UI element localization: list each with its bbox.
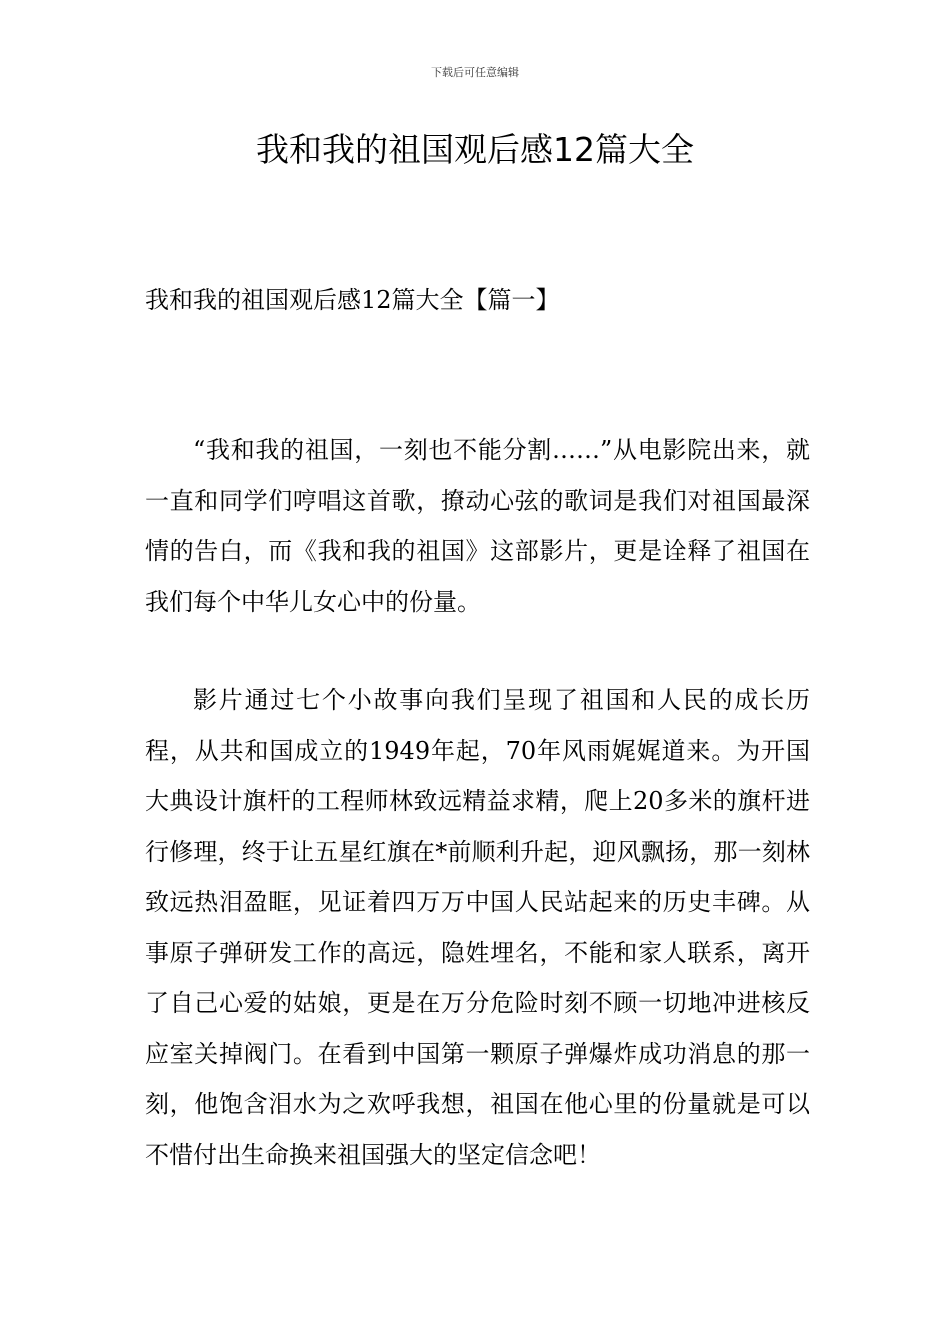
paragraph-1: “我和我的祖国，一刻也不能分割……”从电影院出来，就一直和同学们哼唱这首歌，撩动心弦的歌词是我们对祖国最深情的告白，而《我和我的祖国》这部影片，更是诠释了祖国在我们每个中华儿女心中的份量。 <box>145 436 810 616</box>
section-heading: 我和我的祖国观后感12篇大全【篇一】 <box>145 286 560 314</box>
document-title: 我和我的祖国观后感12篇大全 <box>256 130 694 169</box>
paragraph-2: 影片通过七个小故事向我们呈现了祖国和人民的成长历程，从共和国成立的1949年起，70年风雨娓娓道来。为开国大典设计旗杆的工程师林致远精益求精，爬上20多米的旗杆进行修理，终于让五星红旗在*前顺利升起，迎风飘扬，那一刻林致远热泪盈眶，见证着四万万中国人民站起来的历史丰碑。从事原子弹研发工作的高远，隐姓埋名，不能和家人联系，离开了自己心爱的姑娘，更是在万分危险时刻不顾一切地冲进核反应室关掉阀门。在看到中国第一颗原子弹爆炸成功消息的那一刻，他饱含泪水为之欢呼我想，祖国在他心里的份量就是可以不惜付出生命换来祖国强大的坚定信念吧！ <box>145 686 810 1169</box>
header-note: 下载后可任意编辑 <box>431 66 519 79</box>
